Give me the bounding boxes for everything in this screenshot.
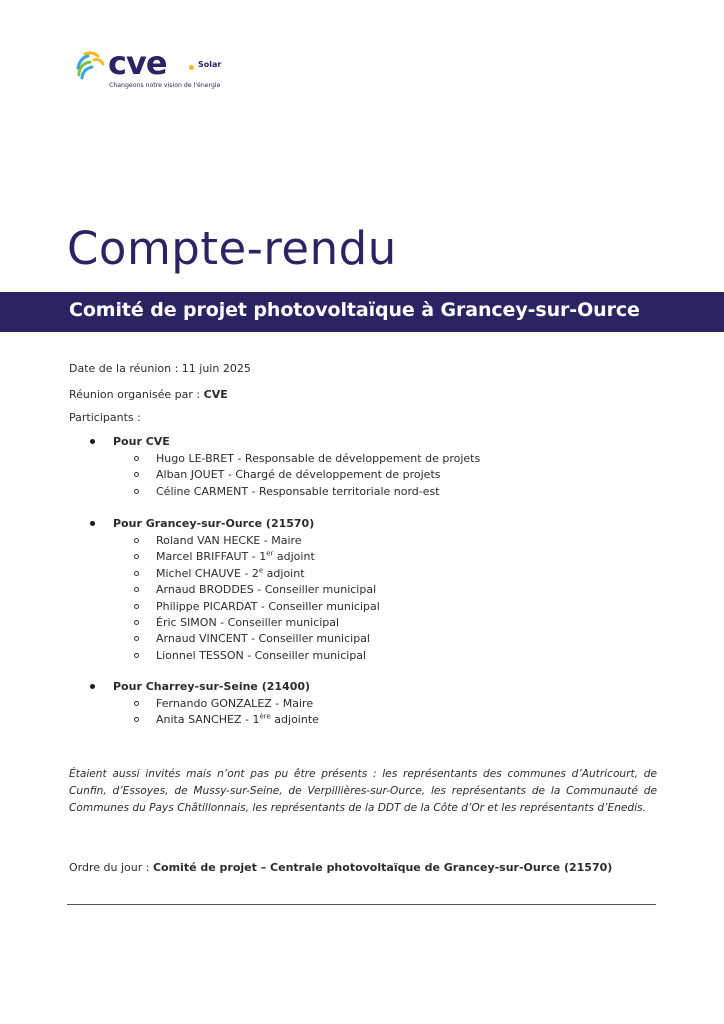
participant-name [156, 550, 315, 563]
meeting-date [69, 362, 251, 375]
participant-name: Arnaud VINCENT - Conseiller municipal [156, 632, 370, 646]
participant-group-title: Pour Grancey-sur-Ource (21570) [113, 517, 315, 530]
participant-group-title: Pour CVE [113, 435, 170, 448]
group-bullet [90, 684, 95, 689]
circle-bullet-icon [134, 636, 139, 641]
circle-bullet-icon [134, 620, 139, 625]
circle-bullet-icon [134, 472, 139, 477]
meeting-organizer-label: Réunion organisée par : [69, 388, 204, 401]
participant-name: Philippe PICARDAT - Conseiller municipal [156, 599, 380, 613]
circle-bullet-icon [134, 538, 139, 543]
participant-group-title: Pour Charrey-sur-Seine (21400) [113, 680, 311, 693]
participant-name: Alban JOUET - Chargé de développement de projets [156, 468, 441, 482]
title-band [0, 292, 724, 332]
group-bullet [90, 439, 95, 444]
agenda-value: Comité de projet – Centrale photovoltaïque de Grancey-sur-Ource (21570) [152, 861, 613, 874]
circle-bullet-icon [134, 717, 139, 722]
participant-name-part: Michel CHAUVE - 2 [156, 566, 259, 580]
ordinal-superscript: er [266, 549, 274, 558]
absentees-note: Étaient aussi invités mais n’ont pas pu être présents : les représentants des communes d’Autricourt, de Cunfin, d’Essoyes, de Mussy-sur-Seine, de Verpillières-sur-Ource, les représentants de la Communauté de Communes du Pays Châtillonnais, les représentants de la DDT de la Côte d’Or et les représentants d’Enedis. [69, 768, 657, 814]
circle-bullet-icon [134, 489, 139, 494]
meeting-organizer [69, 388, 228, 401]
participant-name: Lionnel TESSON - Conseiller municipal [156, 648, 367, 662]
ordinal-superscript: ère [259, 712, 271, 721]
participants-heading: Participants : [69, 411, 141, 424]
logo-wordmark: cve [108, 44, 167, 82]
circle-bullet-icon [134, 554, 139, 559]
cve-solar-logo [76, 44, 236, 94]
circle-bullet-icon [134, 701, 139, 706]
participant-name [156, 713, 319, 726]
horizontal-rule [67, 904, 656, 905]
participant-name-part: Marcel BRIFFAUT - 1 [156, 550, 267, 564]
participant-name-part: Anita SANCHEZ - 1 [156, 713, 260, 727]
circle-bullet-icon [134, 604, 139, 609]
participant-name: Arnaud BRODDES - Conseiller municipal [156, 583, 377, 597]
agenda-label: Ordre du jour : [69, 861, 153, 874]
participant-name: Hugo LE-BRET - Responsable de développement de projets [156, 452, 481, 465]
participant-name: Fernando GONZALEZ - Maire [156, 697, 314, 710]
logo-suffix: Solar [198, 60, 222, 69]
band-title: Comité de projet photovoltaïque à Grancey-sur-Ource [69, 299, 640, 321]
meeting-date-value: 11 juin 2025 [181, 362, 251, 375]
participant-name: Éric SIMON - Conseiller municipal [156, 616, 340, 629]
meeting-date-label: Date de la réunion : [69, 362, 182, 375]
logo-tagline: Changeons notre vision de l'énergie [109, 82, 221, 89]
participant-name: Céline CARMENT - Responsable territoriale nord-est [156, 484, 440, 498]
circle-bullet-icon [134, 587, 139, 592]
participant-name: Roland VAN HECKE - Maire [156, 534, 302, 547]
circle-bullet-icon [134, 456, 139, 461]
document-title: Compte-rendu [67, 222, 397, 275]
meeting-organizer-value: CVE [203, 388, 228, 401]
participant-role-part: adjointe [270, 713, 319, 727]
group-bullet [90, 521, 95, 526]
circle-bullet-icon [134, 571, 139, 576]
participant-name [156, 567, 305, 580]
participant-role-part: adjoint [263, 566, 305, 580]
ordinal-superscript: e [258, 566, 264, 575]
sun-logo-icon [76, 50, 106, 80]
agenda [69, 861, 612, 874]
circle-bullet-icon [134, 653, 139, 658]
participant-role-part: adjoint [273, 550, 315, 564]
logo-dot [189, 65, 194, 70]
